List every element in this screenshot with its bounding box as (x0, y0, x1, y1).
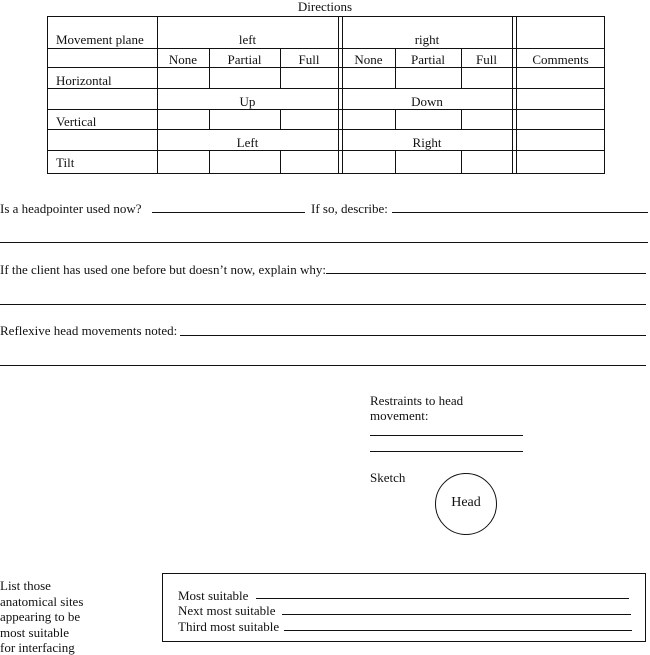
reflexive-question: Reflexive head movements noted: (0, 323, 178, 338)
vertical-down-partial-cell[interactable] (396, 110, 460, 129)
tilt-right-none-cell[interactable] (343, 151, 394, 173)
sites-prompt-line: anatomical sites (0, 594, 84, 609)
horizontal-comments-cell[interactable] (517, 68, 604, 88)
tilt-right-partial-cell[interactable] (396, 151, 460, 173)
next-most-suitable-line[interactable] (282, 614, 631, 615)
describe-label: If so, describe: (311, 201, 388, 216)
sites-prompt-line: List those (0, 578, 51, 593)
left-header: left (238, 32, 257, 47)
restraints-label-line2: movement: (370, 408, 429, 423)
col-header: None (168, 52, 198, 67)
restraints-label-line1: Restraints to head (370, 393, 464, 408)
describe-answer-line[interactable] (392, 212, 648, 213)
next-most-suitable-label: Next most suitable (178, 603, 276, 618)
dir-label-left: Left (236, 135, 259, 150)
most-suitable-label: Most suitable (178, 588, 249, 603)
row-label-vertical: Vertical (56, 114, 97, 129)
sites-prompt-line: most suitable (0, 625, 69, 640)
sketch-label: Sketch (370, 470, 406, 485)
restraints-answer-line-2[interactable] (370, 451, 523, 452)
horizontal-right-partial-cell[interactable] (396, 68, 460, 88)
head-label: Head (451, 495, 481, 510)
tilt-left-none-cell[interactable] (158, 151, 208, 173)
most-suitable-line[interactable] (256, 598, 629, 599)
describe-continuation-line[interactable] (0, 242, 648, 243)
col-header: None (354, 52, 383, 67)
head-sketch-circle (435, 473, 497, 535)
col-header: Full (298, 52, 320, 67)
sites-prompt-line: for interfacing (0, 640, 75, 655)
third-most-suitable-line[interactable] (284, 630, 632, 631)
third-most-suitable-label: Third most suitable (178, 619, 280, 634)
movement-plane-header: Movement plane (56, 32, 144, 47)
sites-prompt-line: appearing to be (0, 609, 81, 624)
reflexive-continuation-line[interactable] (0, 365, 646, 366)
page-title: Directions (297, 0, 353, 14)
dir-label-up: Up (239, 94, 256, 109)
row-label-tilt: Tilt (56, 155, 75, 170)
horizontal-right-none-cell[interactable] (343, 68, 394, 88)
directions-table (0, 0, 650, 180)
col-header: Partial (411, 52, 445, 67)
horizontal-left-full-cell[interactable] (281, 68, 337, 88)
vertical-up-partial-cell[interactable] (210, 110, 279, 129)
used-before-continuation-line[interactable] (0, 304, 646, 305)
col-header: Comments (532, 52, 589, 67)
col-header: Partial (227, 52, 262, 67)
tilt-right-full-cell[interactable] (462, 151, 511, 173)
headpointer-question: Is a headpointer used now? (0, 201, 142, 216)
vertical-up-full-cell[interactable] (281, 110, 337, 129)
headpointer-answer-line[interactable] (152, 212, 305, 213)
row-label-horizontal: Horizontal (56, 73, 112, 88)
vertical-up-none-cell[interactable] (158, 110, 208, 129)
horizontal-right-full-cell[interactable] (462, 68, 511, 88)
tilt-left-full-cell[interactable] (281, 151, 337, 173)
horizontal-left-partial-cell[interactable] (210, 68, 279, 88)
reflexive-answer-line[interactable] (180, 335, 646, 336)
col-header: Full (476, 52, 497, 67)
tilt-left-partial-cell[interactable] (210, 151, 279, 173)
dir-label-right: Right (412, 135, 442, 150)
vertical-down-full-cell[interactable] (462, 110, 511, 129)
vertical-comments-cell[interactable] (517, 110, 604, 129)
dir-label-down: Down (411, 94, 443, 109)
restraints-answer-line-1[interactable] (370, 435, 523, 436)
used-before-answer-line[interactable] (326, 273, 646, 274)
vertical-down-none-cell[interactable] (343, 110, 394, 129)
horizontal-left-none-cell[interactable] (158, 68, 208, 88)
right-header: right (414, 32, 440, 47)
tilt-comments-cell[interactable] (517, 151, 604, 173)
used-before-question: If the client has used one before but doesn’t now, explain why: (0, 262, 326, 277)
